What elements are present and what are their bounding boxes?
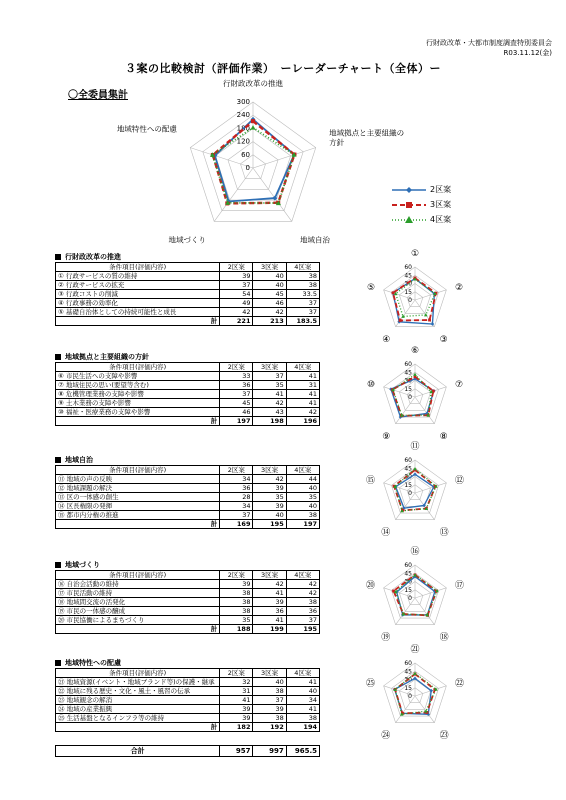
row-c2: 54: [220, 290, 253, 299]
radar-chart-section-3: [360, 443, 470, 538]
tick-label: 15: [404, 288, 412, 296]
row-c2: 39: [220, 580, 253, 589]
col-header-c3: 3区案: [253, 363, 286, 372]
tick-label: 45: [404, 668, 412, 676]
row-c4: 37: [286, 299, 319, 308]
table-row: [56, 372, 320, 381]
committee-name: 行財政改革・大都市制度調査特別委員会: [426, 39, 552, 47]
tick-label: 30: [404, 473, 412, 481]
row-c2: 37: [220, 511, 253, 520]
tick-label: 0: [408, 693, 412, 700]
tick-label: 0: [408, 394, 412, 401]
row-c2: 42: [220, 308, 253, 317]
tick-label: 30: [404, 377, 412, 385]
tick-label: 180: [236, 124, 250, 133]
col-header-item: 条件項目(評価内容): [56, 571, 220, 580]
series-line: [395, 678, 432, 714]
row-item: ⑬ 区の一体感の創生: [56, 493, 220, 502]
tick-label: 240: [236, 111, 250, 120]
row-c2: 36: [220, 484, 253, 493]
total-c3: 198: [253, 417, 286, 426]
row-c4: 40: [286, 484, 319, 493]
total-row: [56, 520, 320, 529]
row-c4: 42: [286, 589, 319, 598]
axis-label: [329, 127, 404, 147]
row-c4: 42: [286, 580, 319, 589]
total-row: [56, 317, 320, 326]
total-c2: 221: [220, 317, 253, 326]
subtitle: 〇全委員集計: [68, 90, 128, 101]
col-header-c4: 4区案: [286, 263, 319, 272]
total-c2: 188: [220, 625, 253, 634]
tick-label: 15: [404, 684, 412, 692]
axis-label: 行財政改革の推進: [223, 79, 283, 88]
legend-line-icon: [392, 201, 426, 209]
row-c4: 44: [286, 475, 319, 484]
axis-label: ㉑: [410, 645, 420, 655]
row-c4: 38: [286, 281, 319, 290]
row-c4: 41: [286, 705, 319, 714]
row-item: ⑪ 地域の声の反映: [56, 475, 220, 484]
row-c4: 41: [286, 390, 319, 399]
radar-chart-section-5: [360, 646, 470, 741]
row-c3: 41: [253, 589, 286, 598]
col-header-item: 条件項目(評価内容): [56, 669, 220, 678]
total-c2: 182: [220, 723, 253, 732]
tick-label: 60: [241, 150, 250, 159]
tick-label: 15: [404, 385, 412, 393]
row-c4: 36: [286, 607, 319, 616]
axis-line: [253, 148, 316, 168]
grand-total-table: [55, 745, 320, 757]
tick-label: 30: [404, 676, 412, 684]
total-c3: 213: [253, 317, 286, 326]
tick-label: 15: [404, 586, 412, 594]
total-label: 計: [56, 723, 220, 732]
tick-label: 0: [408, 490, 412, 497]
col-header-c2: 2区案: [220, 263, 253, 272]
row-c3: 39: [253, 598, 286, 607]
row-c2: 32: [220, 678, 253, 687]
row-item: ⑫ 地域課題の解決: [56, 484, 220, 493]
col-header-item: 条件項目(評価内容): [56, 466, 220, 475]
row-item: ④ 行政事務の効率化: [56, 299, 220, 308]
data-point: [399, 319, 402, 322]
row-item: ⑭ 区長権限の発揮: [56, 502, 220, 511]
row-c3: 39: [253, 502, 286, 511]
row-item: ⑧ 危機管理業務の支障や影響: [56, 390, 220, 399]
table-row: [56, 705, 320, 714]
section-table: [55, 362, 320, 426]
section-heading: [55, 560, 100, 570]
table-row: [56, 281, 320, 290]
tick-label: 0: [408, 595, 412, 602]
total-label: 計: [56, 625, 220, 634]
tick-label: 60: [404, 457, 412, 464]
axis-label: ⑲: [381, 632, 391, 643]
table-row: [56, 678, 320, 687]
total-c3: 192: [253, 723, 286, 732]
col-header-item: 条件項目(評価内容): [56, 363, 220, 372]
axis-label: 地域特性への配慮: [116, 124, 177, 134]
tick-label: 30: [404, 280, 412, 288]
axis-label: ㉓: [439, 730, 449, 741]
axis-label: ⑭: [381, 527, 391, 538]
section-table: [55, 465, 320, 529]
row-c2: 37: [220, 390, 253, 399]
col-header-c4: 4区案: [286, 571, 319, 580]
total-c3: 195: [253, 520, 286, 529]
row-item: ③ 行政コストの削減: [56, 290, 220, 299]
axis-label: ②: [454, 283, 464, 294]
row-c2: 34: [220, 502, 253, 511]
row-c4: 31: [286, 381, 319, 390]
row-c4: 38: [286, 714, 319, 723]
table-row: [56, 502, 320, 511]
row-item: ㉓ 地域観念の解消: [56, 696, 220, 705]
table-row: [56, 390, 320, 399]
row-c3: 40: [253, 272, 286, 281]
table-header-row: [56, 363, 320, 372]
row-c4: 38: [286, 598, 319, 607]
row-c3: 42: [253, 399, 286, 408]
row-c4: 37: [286, 308, 319, 317]
table-row: [56, 493, 320, 502]
section-title: 行財政改革の推進: [65, 253, 121, 261]
row-c2: 39: [220, 705, 253, 714]
square-bullet-icon: [55, 254, 61, 260]
total-c4: 197: [286, 520, 319, 529]
row-c4: 34: [286, 696, 319, 705]
row-c3: 35: [253, 493, 286, 502]
axis-label: ④: [382, 334, 391, 345]
row-c4: 41: [286, 372, 319, 381]
row-c4: 38: [286, 511, 319, 520]
row-c2: 45: [220, 399, 253, 408]
total-c4: 195: [286, 625, 319, 634]
table-row: [56, 299, 320, 308]
axis-label: ③: [439, 334, 448, 345]
row-item: ⑥ 市民生活への支障や影響: [56, 372, 220, 381]
grand-total-c3: 997: [253, 746, 286, 757]
table-row: [56, 408, 320, 417]
col-header-c4: 4区案: [286, 363, 319, 372]
col-header-c3: 3区案: [253, 263, 286, 272]
row-c3: 40: [253, 678, 286, 687]
axis-label: ⑤: [366, 283, 376, 294]
row-c3: 41: [253, 390, 286, 399]
total-row: [56, 625, 320, 634]
row-c4: 37: [286, 616, 319, 625]
row-item: ⑰ 市民活動の維持: [56, 589, 220, 598]
table-header-row: [56, 669, 320, 678]
section-heading: [55, 252, 121, 262]
row-c3: 38: [253, 687, 286, 696]
row-item: ② 行政サービスの拡充: [56, 281, 220, 290]
col-header-item: 条件項目(評価内容): [56, 263, 220, 272]
axis-label-line: 地域拠点と主要組織の: [329, 128, 405, 138]
row-c4: 35: [286, 493, 319, 502]
axis-label: ⑥: [410, 346, 420, 356]
data-point: [392, 291, 395, 294]
row-c3: 36: [253, 607, 286, 616]
axis-label: ⑬: [439, 527, 449, 538]
total-label: 計: [56, 317, 220, 326]
tick-label: 0: [245, 164, 250, 172]
total-c2: 169: [220, 520, 253, 529]
date: R03.11.12(金): [503, 49, 552, 57]
axis-label: ⑮: [366, 476, 376, 487]
table-row: [56, 290, 320, 299]
row-c2: 34: [220, 475, 253, 484]
row-c4: 42: [286, 408, 319, 417]
row-c2: 49: [220, 299, 253, 308]
total-label: 計: [56, 520, 220, 529]
legend: [392, 182, 451, 227]
data-point: [251, 125, 256, 130]
radar-chart-section-2: [360, 347, 470, 442]
tick-label: 45: [404, 272, 412, 280]
row-item: ⑩ 福祉・医療業務の支障や影響: [56, 408, 220, 417]
row-c2: 38: [220, 607, 253, 616]
row-c2: 46: [220, 408, 253, 417]
table-row: [56, 580, 320, 589]
data-point: [251, 119, 255, 123]
table-row: [56, 272, 320, 281]
radar-chart-section-1: [360, 250, 470, 345]
axis-label: ㉕: [366, 679, 376, 690]
table-header-row: [56, 466, 320, 475]
row-c3: 35: [253, 381, 286, 390]
section-title: 地域特性への配慮: [65, 659, 121, 667]
row-c4: 33.5: [286, 290, 319, 299]
section-table: [55, 570, 320, 634]
table-row: [56, 475, 320, 484]
section-heading: [55, 352, 149, 362]
total-c4: 194: [286, 723, 319, 732]
table-row: [56, 607, 320, 616]
axis-label: ⑨: [382, 431, 391, 442]
col-header-c4: 4区案: [286, 466, 319, 475]
row-c2: 37: [220, 281, 253, 290]
axis-label: ⑪: [410, 442, 420, 452]
col-header-c2: 2区案: [220, 466, 253, 475]
col-header-c2: 2区案: [220, 669, 253, 678]
col-header-c3: 3区案: [253, 669, 286, 678]
square-bullet-icon: [55, 562, 61, 568]
grand-total-c2: 957: [220, 746, 253, 757]
grand-total-row: [56, 746, 320, 757]
axis-label: ⑱: [439, 632, 449, 643]
row-c3: 42: [253, 308, 286, 317]
tick-label: 120: [236, 137, 250, 146]
row-c2: 39: [220, 272, 253, 281]
row-c3: 39: [253, 484, 286, 493]
total-c4: 196: [286, 417, 319, 426]
legend-label: 4区案: [430, 215, 452, 224]
row-c4: 40: [286, 687, 319, 696]
row-c3: 39: [253, 705, 286, 714]
row-item: ㉕ 生活基盤となるインフラ等の維持: [56, 714, 220, 723]
row-c2: 31: [220, 687, 253, 696]
table-header-row: [56, 571, 320, 580]
row-item: ⑨ 土木業務の支障や影響: [56, 399, 220, 408]
row-item: ㉔ 地域の産業振興: [56, 705, 220, 714]
section-table: [55, 262, 320, 326]
tick-label: 30: [404, 578, 412, 586]
legend-label: 3区案: [430, 200, 452, 209]
axis-label: ㉔: [381, 730, 391, 741]
row-c4: 41: [286, 678, 319, 687]
tick-label: 15: [404, 481, 412, 489]
grand-total-c4: 965.5: [286, 746, 319, 757]
axis-label: ⑯: [410, 547, 420, 557]
col-header-c3: 3区案: [253, 571, 286, 580]
total-c2: 197: [220, 417, 253, 426]
total-label: 計: [56, 417, 220, 426]
tick-label: 60: [404, 361, 412, 368]
main-radar-chart: [0, 0, 566, 260]
row-item: ⑦ 地域住民の思い(要望等含む): [56, 381, 220, 390]
legend-label: 2区案: [430, 185, 452, 194]
total-c3: 199: [253, 625, 286, 634]
col-header-c2: 2区案: [220, 571, 253, 580]
col-header-c4: 4区案: [286, 669, 319, 678]
page-title: ３案の比較検討（評価作業） ーレーダーチャート（全体）ー: [125, 62, 441, 75]
table-row: [56, 696, 320, 705]
row-c3: 37: [253, 696, 286, 705]
row-c3: 46: [253, 299, 286, 308]
table-row: [56, 714, 320, 723]
row-c2: 28: [220, 493, 253, 502]
square-bullet-icon: [55, 660, 61, 666]
legend-item-4: [392, 212, 451, 227]
axis-label-line: 方針: [329, 137, 345, 147]
row-item: ⑲ 市民の一体感の醸成: [56, 607, 220, 616]
row-c3: 43: [253, 408, 286, 417]
radar-chart-section-4: [360, 548, 470, 643]
tick-label: 45: [404, 465, 412, 473]
series-line: [391, 379, 434, 417]
row-item: ⑳ 市民協働によるまちづくり: [56, 616, 220, 625]
axis-label: ①: [410, 249, 420, 259]
axis-label: ⑳: [366, 581, 376, 592]
section-title: 地域づくり: [65, 561, 100, 569]
row-item: ㉑ 地域資源(イベント・地域ブランド等)の保護・継承: [56, 678, 220, 687]
row-c3: 42: [253, 475, 286, 484]
legend-line-icon: [392, 216, 426, 224]
row-c3: 38: [253, 714, 286, 723]
row-item: ⑮ 都市内分権の推進: [56, 511, 220, 520]
row-c3: 41: [253, 616, 286, 625]
square-bullet-icon: [55, 457, 61, 463]
row-item: ㉒ 地域に残る歴史・文化・風土・風習の伝承: [56, 687, 220, 696]
table-row: [56, 616, 320, 625]
tick-label: 60: [404, 660, 412, 667]
table-row: [56, 589, 320, 598]
table-row: [56, 308, 320, 317]
section-heading: [55, 455, 93, 465]
row-item: ⑯ 自治会活動の維持: [56, 580, 220, 589]
section-title: 地域自治: [65, 456, 93, 464]
tick-label: 60: [404, 264, 412, 271]
row-c3: 45: [253, 290, 286, 299]
row-c2: 38: [220, 589, 253, 598]
table-row: [56, 399, 320, 408]
table-row: [56, 511, 320, 520]
table-row: [56, 598, 320, 607]
row-c3: 42: [253, 580, 286, 589]
total-row: [56, 723, 320, 732]
tick-label: 0: [408, 297, 412, 304]
axis-label: ⑦: [454, 380, 464, 391]
tick-label: 45: [404, 369, 412, 377]
axis-label: ㉒: [454, 679, 464, 690]
row-c2: 38: [220, 598, 253, 607]
axis-label: ⑰: [454, 581, 464, 592]
section-heading: [55, 658, 121, 668]
data-point: [428, 319, 431, 322]
table-row: [56, 687, 320, 696]
axis-label: ⑧: [439, 431, 448, 442]
axis-line: [214, 168, 253, 221]
legend-line-icon: [392, 186, 426, 194]
row-c4: 40: [286, 502, 319, 511]
legend-item-3: [392, 197, 451, 212]
axis-label: 地域づくり: [168, 235, 206, 245]
row-c2: 36: [220, 381, 253, 390]
col-header-c2: 2区案: [220, 363, 253, 372]
tick-label: 45: [404, 570, 412, 578]
row-c4: 38: [286, 272, 319, 281]
table-row: [56, 381, 320, 390]
axis-label: ⑫: [454, 476, 464, 487]
row-c2: 39: [220, 714, 253, 723]
tick-label: 300: [236, 98, 250, 106]
grand-total-label: 合計: [56, 746, 220, 757]
row-c3: 40: [253, 511, 286, 520]
square-bullet-icon: [55, 354, 61, 360]
section-title: 地域拠点と主要組織の方針: [65, 353, 149, 361]
table-row: [56, 484, 320, 493]
tick-label: 60: [404, 562, 412, 569]
row-c2: 41: [220, 696, 253, 705]
row-c3: 40: [253, 281, 286, 290]
section-table: [55, 668, 320, 732]
row-c4: 41: [286, 399, 319, 408]
row-c3: 37: [253, 372, 286, 381]
col-header-c3: 3区案: [253, 466, 286, 475]
row-item: ⑱ 地域間交流の活発化: [56, 598, 220, 607]
total-c4: 183.5: [286, 317, 319, 326]
legend-item-2: [392, 182, 451, 197]
row-c2: 35: [220, 616, 253, 625]
table-header-row: [56, 263, 320, 272]
row-item: ⑤ 基礎自治体としての持続可能性と成長: [56, 308, 220, 317]
axis-label: 地域自治: [300, 235, 331, 245]
row-item: ① 行政サービスの質の維持: [56, 272, 220, 281]
row-c2: 33: [220, 372, 253, 381]
axis-label: ⑩: [366, 380, 376, 391]
total-row: [56, 417, 320, 426]
